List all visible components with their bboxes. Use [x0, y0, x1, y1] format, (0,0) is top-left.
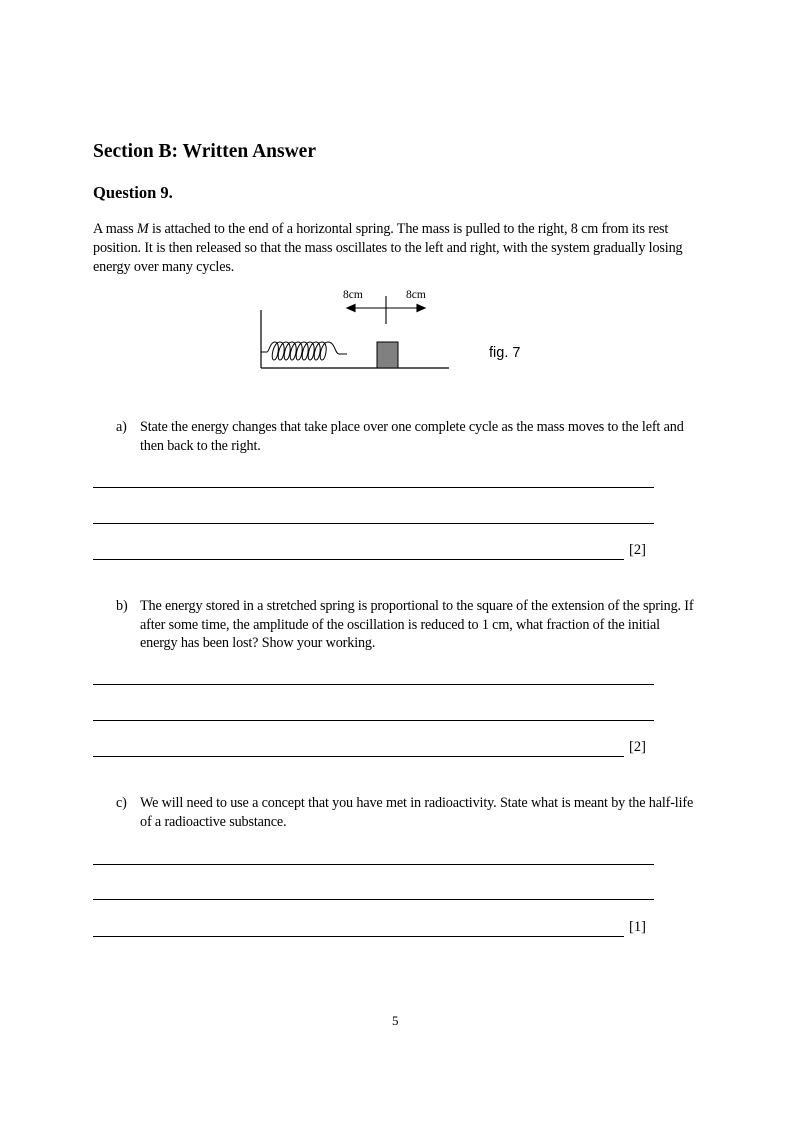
page-number: 5 [392, 1013, 399, 1028]
answer-line[interactable] [93, 684, 654, 685]
question-title: Question 9. [93, 183, 173, 202]
part-text: We will need to use a concept that you have met in radioactivity. State what is meant by the half-life of a radioactive substance. [140, 795, 694, 830]
spring [261, 342, 347, 360]
intro-text-start: A mass [93, 221, 137, 237]
part-letter: c) [116, 795, 127, 811]
left-arrow-icon [347, 305, 355, 312]
part-text: The energy stored in a stretched spring is proportional to the square of the extension of the spring. If after some time, the amplitude of the oscillation is reduced to 1 cm, what fraction of the initial energy has been lost? Show your working. [140, 598, 694, 651]
marks-label: [1] [629, 919, 646, 935]
part-letter: a) [116, 419, 127, 435]
marks-label: [2] [629, 542, 646, 558]
answer-line[interactable] [93, 936, 624, 937]
mass-symbol: M [136, 221, 149, 237]
part-letter: b) [116, 598, 128, 614]
section-title: Section B: Written Answer [93, 141, 316, 162]
question-part-b [116, 597, 696, 653]
answer-line[interactable] [93, 899, 654, 900]
spring-mass-figure [255, 284, 545, 379]
left-distance-label: 8cm [343, 289, 363, 301]
question-part-a [116, 418, 696, 455]
question-part-c [116, 794, 696, 831]
mass-block [377, 342, 398, 368]
answer-line[interactable] [93, 720, 654, 721]
answer-line[interactable] [93, 523, 654, 524]
figure-caption: fig. 7 [489, 345, 521, 361]
right-distance-label: 8cm [406, 289, 426, 301]
answer-line[interactable] [93, 559, 624, 560]
wall-and-floor [261, 310, 449, 368]
answer-line[interactable] [93, 864, 654, 865]
answer-line[interactable] [93, 487, 654, 488]
intro-text-end: is attached to the end of a horizontal spring. The mass is pulled to the right, 8 cm from its rest position. It is then released so that the mass oscillates to the left and right, with the system gradually losing energy over many cycles. [93, 221, 683, 275]
answer-line[interactable] [93, 756, 624, 757]
marks-label: [2] [629, 739, 646, 755]
right-arrow-icon [417, 305, 425, 312]
part-text: State the energy changes that take place over one complete cycle as the mass moves to the left and then back to the right. [140, 419, 684, 454]
question-intro [93, 220, 713, 277]
